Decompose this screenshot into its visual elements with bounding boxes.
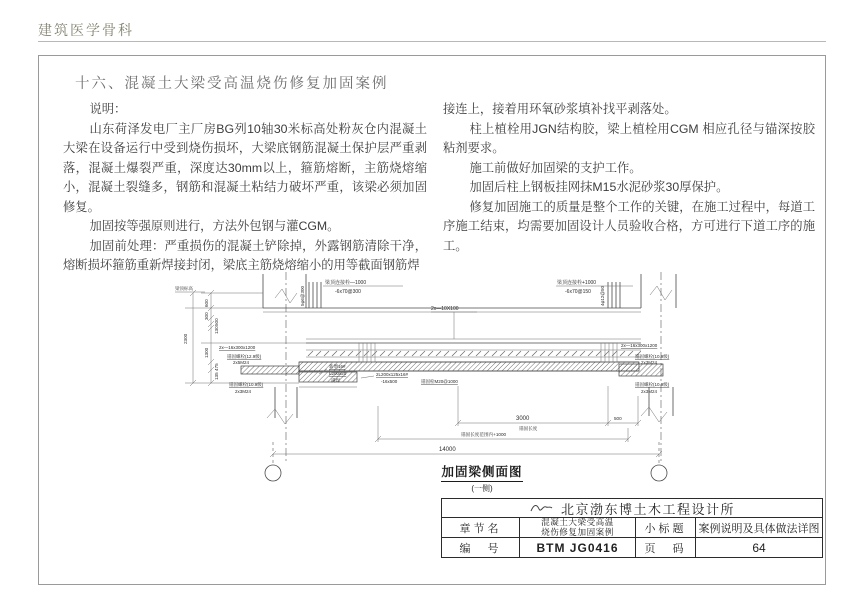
- paragraph: 修复加固施工的质量是整个工作的关键，在施工过程中，每道工序施工结束，均需要加固设计人员验收合格，方可进行下道工序的施工。: [443, 199, 815, 253]
- design-firm-logo: [529, 502, 553, 514]
- notes-left-column: [63, 100, 427, 276]
- title-block: [441, 498, 823, 558]
- sheet: [38, 55, 826, 585]
- dimension-text: 1300: [204, 347, 209, 358]
- paragraph: 施工前做好加固梁的支护工作。: [469, 160, 642, 175]
- annotation-text: 锚固栓M20@1000: [421, 379, 458, 384]
- annotation-text: 2x5M24: [233, 360, 250, 365]
- right-column-lines: [641, 274, 676, 422]
- annotation-text: L200x20: [329, 371, 347, 376]
- title-block-number-label: 编 号: [442, 538, 520, 557]
- chapter-line-1: 混凝土大梁受高温: [541, 518, 614, 527]
- dimension-text: 600: [204, 299, 209, 307]
- title-block-page-value: 64: [752, 540, 766, 555]
- annotation-text: 锚固螺栓(10.9级): [635, 382, 670, 387]
- dimension-text: 300: [204, 312, 209, 320]
- annotation-text: 5φ6@300: [300, 286, 305, 306]
- firm-name: 北京渤东博土木工程设计所: [560, 501, 735, 517]
- drawing-caption-title: 加固梁侧面图: [441, 462, 522, 482]
- grid-bubble-left: [265, 465, 281, 481]
- dimension-text: 锚固长度: [519, 426, 538, 431]
- annotation-text: 梁顶连接栓+1000: [557, 280, 597, 286]
- title-block-chapter-value: [520, 518, 636, 538]
- annotation-texts: [175, 279, 670, 394]
- annotation-text: 2L200x125x16#: [376, 372, 409, 377]
- annotation-text: -6x70@300: [335, 289, 361, 295]
- beam-body: [263, 308, 641, 371]
- dimension-text: 14000: [439, 447, 456, 453]
- section-title: 十六、混凝土大梁受高温烧伤修复加固案例: [75, 76, 389, 92]
- annotation-text: 2x3M24: [641, 389, 658, 394]
- annotation-text: 梁顶标高: [175, 286, 193, 291]
- title-block-subtitle-label: 小标题: [636, 518, 696, 538]
- dimension-text: 130: [214, 326, 219, 334]
- annotation-text: 锚固螺栓(12.9级): [227, 354, 262, 359]
- annotation-text: 满焊: [331, 378, 340, 383]
- dimension-text: 135: [214, 372, 219, 380]
- dimension-text: 500: [614, 416, 622, 421]
- annotation-text: -6x70@150: [565, 289, 591, 295]
- paragraph: 加固按等强原则进行，方法外包钢与灌CGM。: [89, 219, 340, 233]
- annotation-text: 2x—10X100: [431, 306, 459, 312]
- header-rule: [38, 41, 826, 42]
- dimension-text: 锚固长度范围内+1000: [461, 432, 507, 437]
- annotation-text: 锚固螺栓(10.9级): [635, 354, 670, 359]
- paragraph: 加固前处理：严重损伤的混凝土铲除掉，外露钢筋清除干净，熔断损坏箍筋重新焊接封闭，梁底主筋烧熔缩小的用等截面钢筋焊: [63, 238, 427, 272]
- title-block-subtitle-value: 案例说明及具体做法详图: [696, 518, 822, 538]
- book-header: 建筑医学骨科: [38, 22, 134, 38]
- notes-right-column: [443, 100, 815, 256]
- dimension-text: 2300: [183, 333, 188, 344]
- annotation-text: 锚固螺栓(10.9级): [229, 382, 264, 387]
- title-block-chapter-label: 章节名: [442, 518, 520, 538]
- grid-bubble-right: [651, 465, 667, 481]
- annotation-text: 梁顶连接栓—1000: [325, 280, 367, 286]
- notes-label: 说明：: [89, 102, 127, 116]
- annotation-text: 2x3M24: [235, 389, 252, 394]
- annotation-text: 2x3M24: [641, 360, 658, 365]
- title-block-number-value: BTM JG0416: [520, 538, 636, 557]
- paragraph: 加固后柱上钢板挂网抹M15水泥砂浆30厚保护。: [469, 180, 729, 194]
- annotation-text: 2x—16x300x1200: [621, 343, 658, 348]
- annotation-text: -16x500: [381, 379, 398, 384]
- paragraph: 柱上植栓用JGN结构胶，梁上植栓用CGM 相应孔径与锚深按胶粘剂要求。: [443, 121, 815, 155]
- dimension-text: 3000: [516, 416, 530, 422]
- title-block-page-label: 页 码: [636, 538, 696, 557]
- annotation-text: 2x—16x300x1200: [219, 345, 256, 350]
- chapter-line-2: 烧伤修复加固案例: [541, 526, 614, 537]
- dimension-text: 475: [214, 363, 219, 371]
- drawing-caption: [407, 462, 557, 494]
- paragraph: 山东荷泽发电厂主厂房BG列10轴30米标高处粉灰仓内混凝土大梁在设备运行中受到烧伤损坏，大梁底钢筋混凝土保护层严重剥落，混凝土爆裂严重，深度达30mm以上，箍筋熔断，主筋烧熔缩小，混凝土裂缝多，钢筋和混凝土粘结力破坏严重，该梁必须加固修复。: [63, 121, 427, 214]
- annotation-text: 新增16#: [329, 364, 346, 369]
- paragraph: 接连上，接着用环氧砂浆填补找平剥落处。: [443, 102, 677, 116]
- drawing-caption-sub: (一侧): [471, 484, 493, 493]
- title-block-firm-row: [442, 499, 822, 518]
- dimension-text: 500: [214, 318, 219, 326]
- annotation-text: 4φ12@50: [600, 286, 605, 306]
